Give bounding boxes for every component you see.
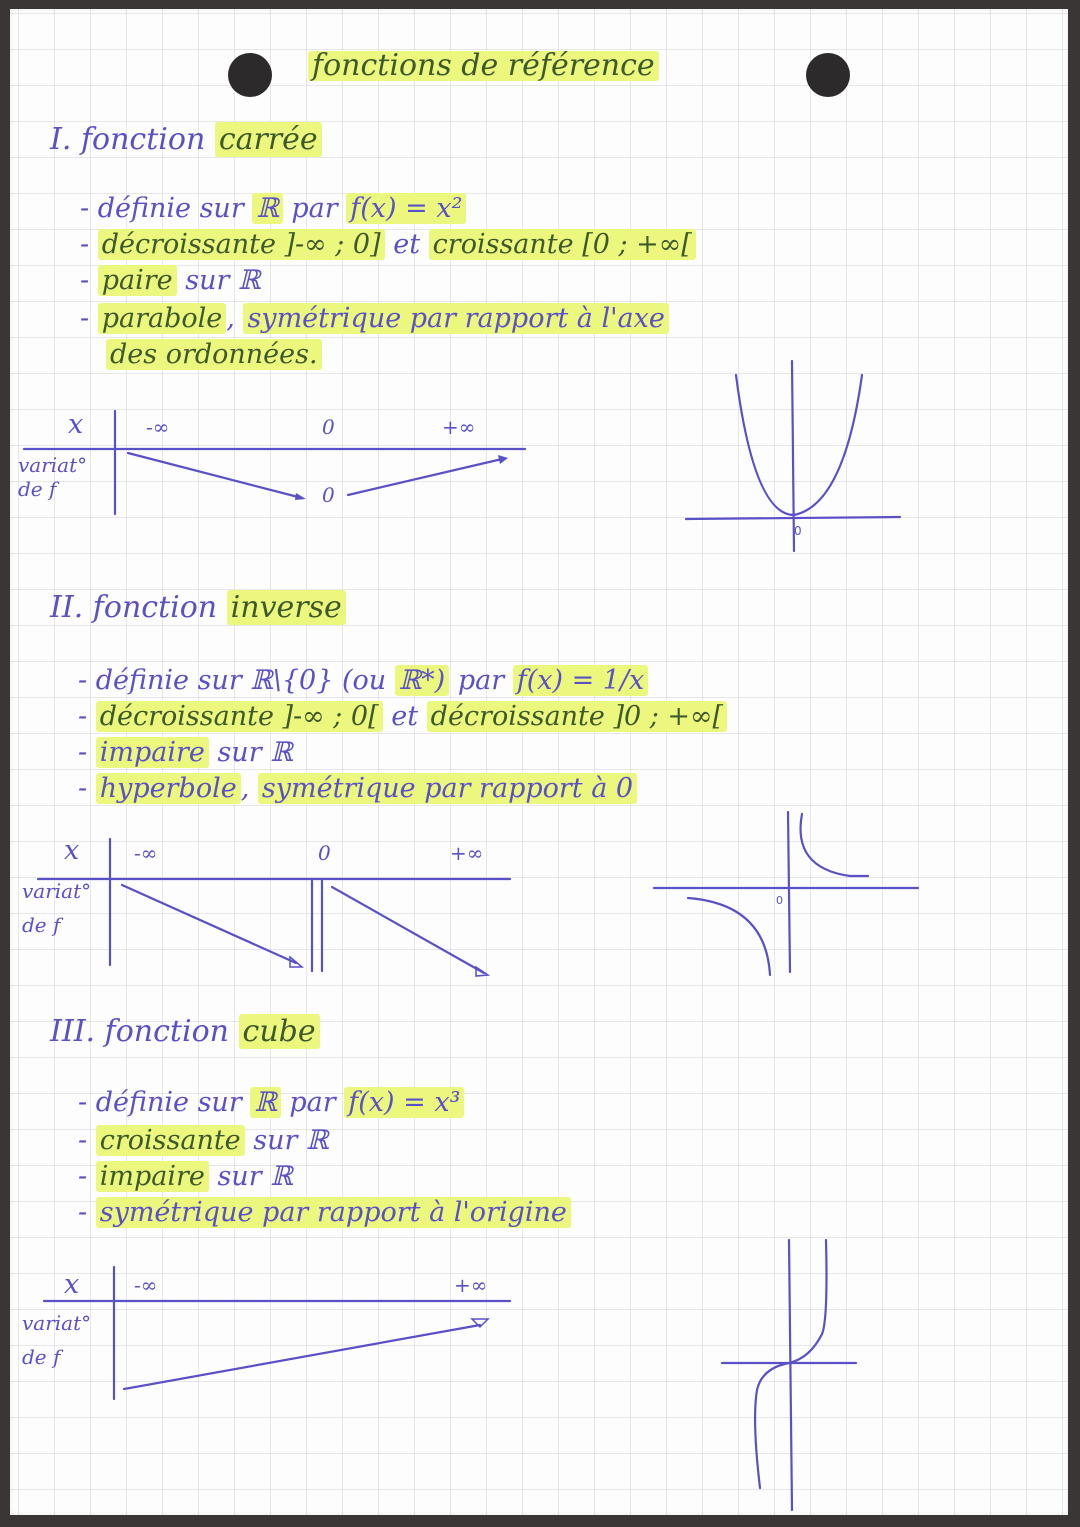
list-item: - paire sur ℝ [80, 265, 261, 296]
table-variation-label: variat° [22, 1311, 92, 1335]
svg-text:0: 0 [794, 524, 802, 538]
list-item: - définie sur ℝ\{0} (ou ℝ*) par f(x) = 1/x [78, 667, 648, 694]
section-numeral: I. [50, 122, 72, 157]
variation-table-2-lines [10, 829, 550, 979]
heading-highlight: carrée [215, 122, 322, 157]
list-item: - décroissante ]-∞ ; 0] et croissante [0 ; +∞[ [80, 231, 696, 258]
heading-highlight: cube [239, 1014, 320, 1049]
table-variation-label: variat° [18, 453, 88, 477]
heading-highlight: inverse [227, 590, 346, 625]
table-x-label: x [64, 835, 80, 866]
heading-text: fonction [80, 122, 206, 157]
list-item: - symétrique par rapport à l'origine [78, 1199, 571, 1226]
table-x-value: -∞ [134, 1273, 158, 1297]
list-item: - décroissante ]-∞ ; 0[ et décroissante ]0 ; +∞[ [78, 703, 727, 730]
section-1-heading [50, 122, 322, 157]
table-x-value: +∞ [450, 841, 484, 865]
list-item: - impaire sur ℝ [78, 1161, 293, 1192]
table-x-value: 0 [322, 415, 335, 439]
variation-table-3-lines [10, 1259, 550, 1409]
table-x-label: x [68, 409, 84, 440]
variation-table-1-lines [10, 399, 550, 539]
table-x-value: -∞ [134, 841, 158, 865]
table-x-value: -∞ [146, 415, 170, 439]
binder-hole-right [806, 53, 850, 97]
table-x-value: 0 [318, 841, 331, 865]
list-item: - impaire sur ℝ [78, 737, 293, 768]
list-item: des ordonnées. [106, 341, 322, 368]
svg-text:0: 0 [776, 894, 783, 907]
section-numeral: III. [50, 1014, 96, 1049]
heading-text: fonction [92, 590, 218, 625]
table-variation-label-2: de f [18, 477, 57, 501]
list-item: - définie sur ℝ par f(x) = x² [80, 195, 466, 222]
section-3-heading [50, 1014, 320, 1049]
page-title: fonctions de référence [308, 51, 659, 81]
table-x-label: x [64, 1269, 80, 1300]
binder-hole-left [228, 53, 272, 97]
list-item: - croissante sur ℝ [78, 1125, 329, 1156]
heading-text: fonction [104, 1014, 229, 1049]
table-x-value: +∞ [454, 1273, 488, 1297]
cubic-graph [700, 1220, 900, 1520]
list-item: - définie sur ℝ par f(x) = x³ [78, 1089, 464, 1116]
table-variation-label-2: de f [22, 1345, 61, 1369]
table-min-value: 0 [322, 483, 335, 507]
table-variation-label: variat° [22, 879, 92, 903]
list-item: - hyperbole , symétrique par rapport à 0 [78, 775, 637, 802]
notebook-page [10, 9, 1068, 1515]
hyperbola-graph [640, 800, 940, 990]
list-item: - parabole , symétrique par rapport à l'axe [80, 305, 669, 332]
section-numeral: II. [50, 590, 84, 625]
section-2-heading [50, 590, 346, 625]
parabola-graph [674, 355, 934, 555]
table-x-value: +∞ [442, 415, 476, 439]
table-variation-label-2: de f [22, 913, 61, 937]
